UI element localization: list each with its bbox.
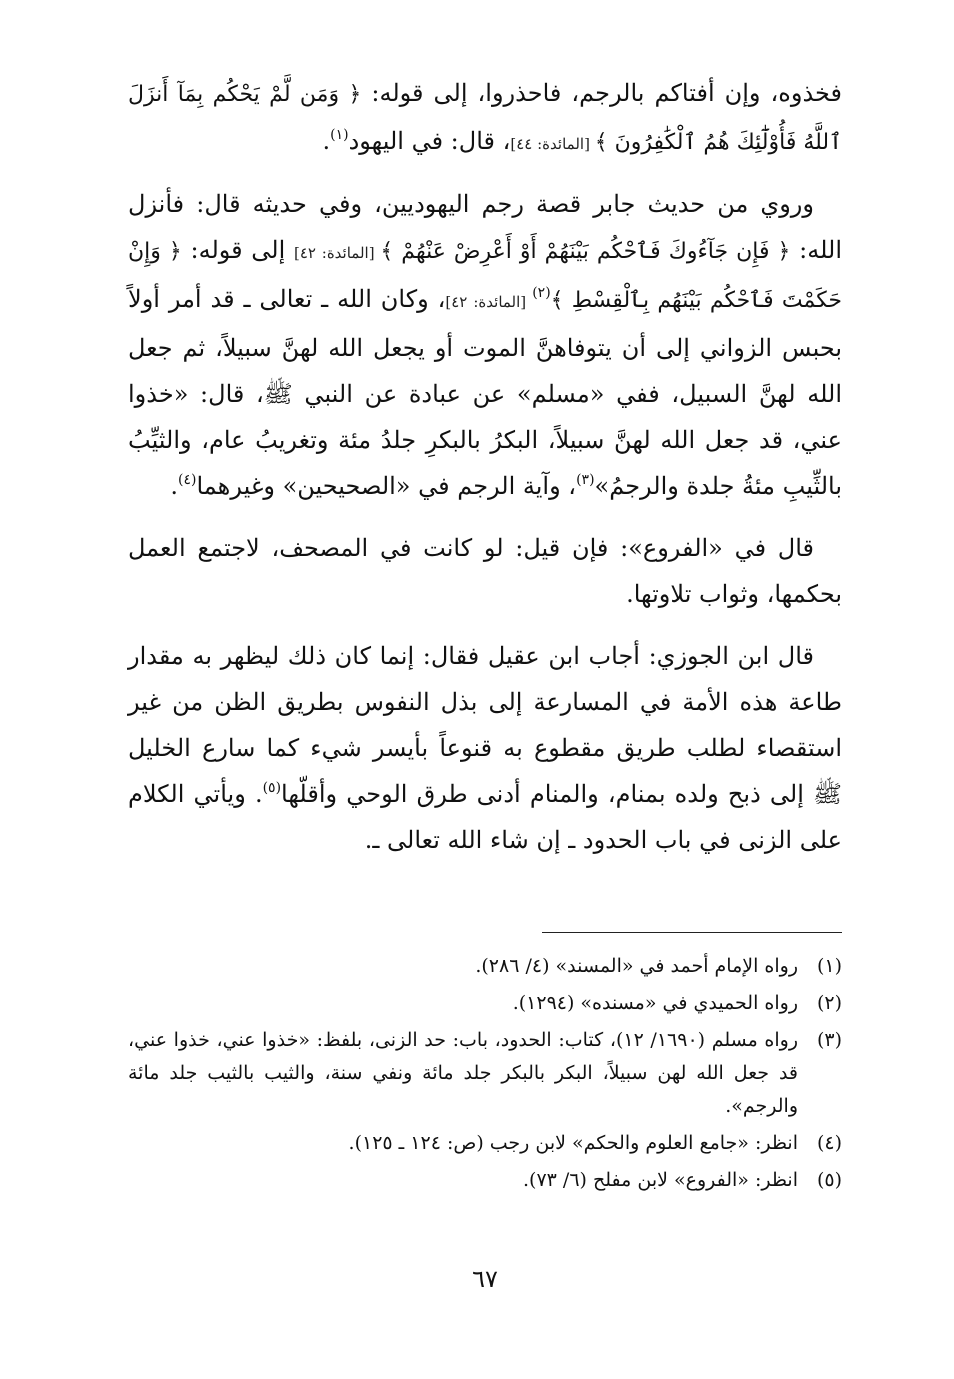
footnotes — [128, 950, 842, 1201]
paragraph-2-text-e: . — [170, 472, 179, 500]
footnote-text: انظر: «الفروع» لابن مفلح (٦/ ٧٣). — [522, 1169, 798, 1191]
paragraph-2-text-b: إلى قوله: — [181, 236, 294, 264]
footnote-text: انظر: «جامع العلوم والحكم» لابن رجب (ص: ١٢٤ ـ ١٢٥). — [348, 1132, 798, 1154]
paragraph-4 — [128, 633, 842, 863]
footnote-marker-3[interactable]: (٣) — [576, 472, 595, 488]
paragraph-1-text-b: ، قال: في اليهود — [348, 127, 511, 155]
paragraph-3: قال في «الفروع»: فإن قيل: لو كانت في المصحف، لاجتمع العمل بحكمها، وثواب تلاوتها. — [128, 534, 842, 608]
paragraph-2-text-c: ، وكان الله ـ تعالى ـ قد أمر أولاً بحبس الزواني إلى أن يتوفاهنَّ الموت أو يجعل الله لهنَّ سبيلاً، ثم جعل الله لهنَّ السبيل، ففي «مسلم» عن عبادة عن النبي ﷺ، قال: «خذوا عني، قد جعل الله لهنَّ سبيلاً، البكرُ بالبكرِ جلدُ مئة وتغريبُ عام، والثيِّبُ بالثِّيبِ مئةُ جلدة والرجمُ» — [128, 285, 842, 500]
footnote-text: رواه الإمام أحمد في «المسند» (٤/ ٢٨٦). — [475, 955, 798, 977]
footnote-text: رواه مسلم (١٦٩٠/ ١٢)، كتاب: الحدود، باب: حد الزنى، بلفظ: «خذوا عني، خذوا عني، قد جعل الله لهن سبيلاً، البكر بالبكر جلد مائة ونفي سنة، والثيب بالثيب جلد مائة والرجم». — [128, 1029, 798, 1117]
footnote-number: (٤) — [816, 1132, 842, 1154]
footnote-text: رواه الحميدي في «مسنده» (١٢٩٤). — [512, 992, 798, 1014]
paragraph-1-text-c: . — [322, 127, 331, 155]
footnote-separator — [542, 932, 842, 933]
paragraph-4-text-b: . ويأتي الكلام على الزنى في باب الحدود ـ إن شاء الله تعالى ـ. — [128, 780, 842, 854]
paragraph-2-text-a: وروي من حديث جابر قصة رجم اليهوديين، وفي حديثه قال: فأنزل الله: — [128, 190, 843, 264]
paragraph-2 — [128, 181, 842, 509]
footnote-number: (٥) — [816, 1169, 842, 1191]
footnote-5 — [128, 1164, 842, 1197]
footnote-marker-2[interactable]: (٢) — [532, 285, 551, 301]
quran-verse: ﴿ وَمَن لَّمْ يَحْكُم بِمَآ أَنزَلَ ٱللَّهُ فَأُوْلَٰٓئِكَ هُمُ ٱلْكَٰفِرُونَ ﴾ — [128, 82, 842, 155]
footnote-number: (١) — [816, 955, 842, 977]
paragraph-1 — [128, 70, 842, 167]
footnote-marker-5[interactable]: (٥) — [262, 780, 282, 796]
footnote-number: (٣) — [816, 1029, 842, 1051]
footnote-number: (٢) — [816, 992, 842, 1014]
footnote-marker-4[interactable]: (٤) — [178, 472, 197, 488]
footnote-4 — [128, 1127, 842, 1160]
quran-verse: ﴿ فَإِن جَآءُوكَ فَٱحْكُم بَيْنَهُمْ أَوْ أَعْرِضْ عَنْهُمْ ﴾ — [380, 239, 791, 264]
paragraph-2-text-d: ، وآية الرجم في «الصحيحين» وغيرهما — [196, 472, 577, 500]
quran-verse: ﴿ وَإِنْ حَكَمْتَ فَٱحْكُم بَيْنَهُم بِٱلْقِسْطِ ﴾ — [128, 239, 842, 313]
surah-reference: [المائدة: ٤٢] — [445, 293, 533, 311]
footnote-2 — [128, 987, 842, 1020]
surah-reference: [المائدة: ٤٤] — [510, 135, 595, 153]
surah-reference: [المائدة: ٤٢] — [293, 244, 381, 262]
page — [128, 70, 843, 1293]
paragraph-4-text-a: قال ابن الجوزي: أجاب ابن عقيل فقال: إنما كان ذلك ليظهر به مقدار طاعة هذه الأمة في المسارعة إلى بذل النفوس بطريق الظن من غير استقصاء لطلب طريق مقطوع به قنوعاً بأيسر شيء كما سارع الخليل ﷺ إلى ذبح ولده بمنام، والمنام أدنى طرق الوحي وأقلّها — [128, 642, 842, 808]
page-number: ٦٧ — [472, 1265, 498, 1293]
footnote-1 — [128, 950, 842, 983]
paragraph-1-text-a: فخذوه، وإن أفتاكم بالرجم، فاحذروا، إلى قوله: — [361, 79, 843, 107]
footnote-3 — [128, 1024, 842, 1123]
footnote-marker-1[interactable]: (١) — [330, 127, 349, 143]
